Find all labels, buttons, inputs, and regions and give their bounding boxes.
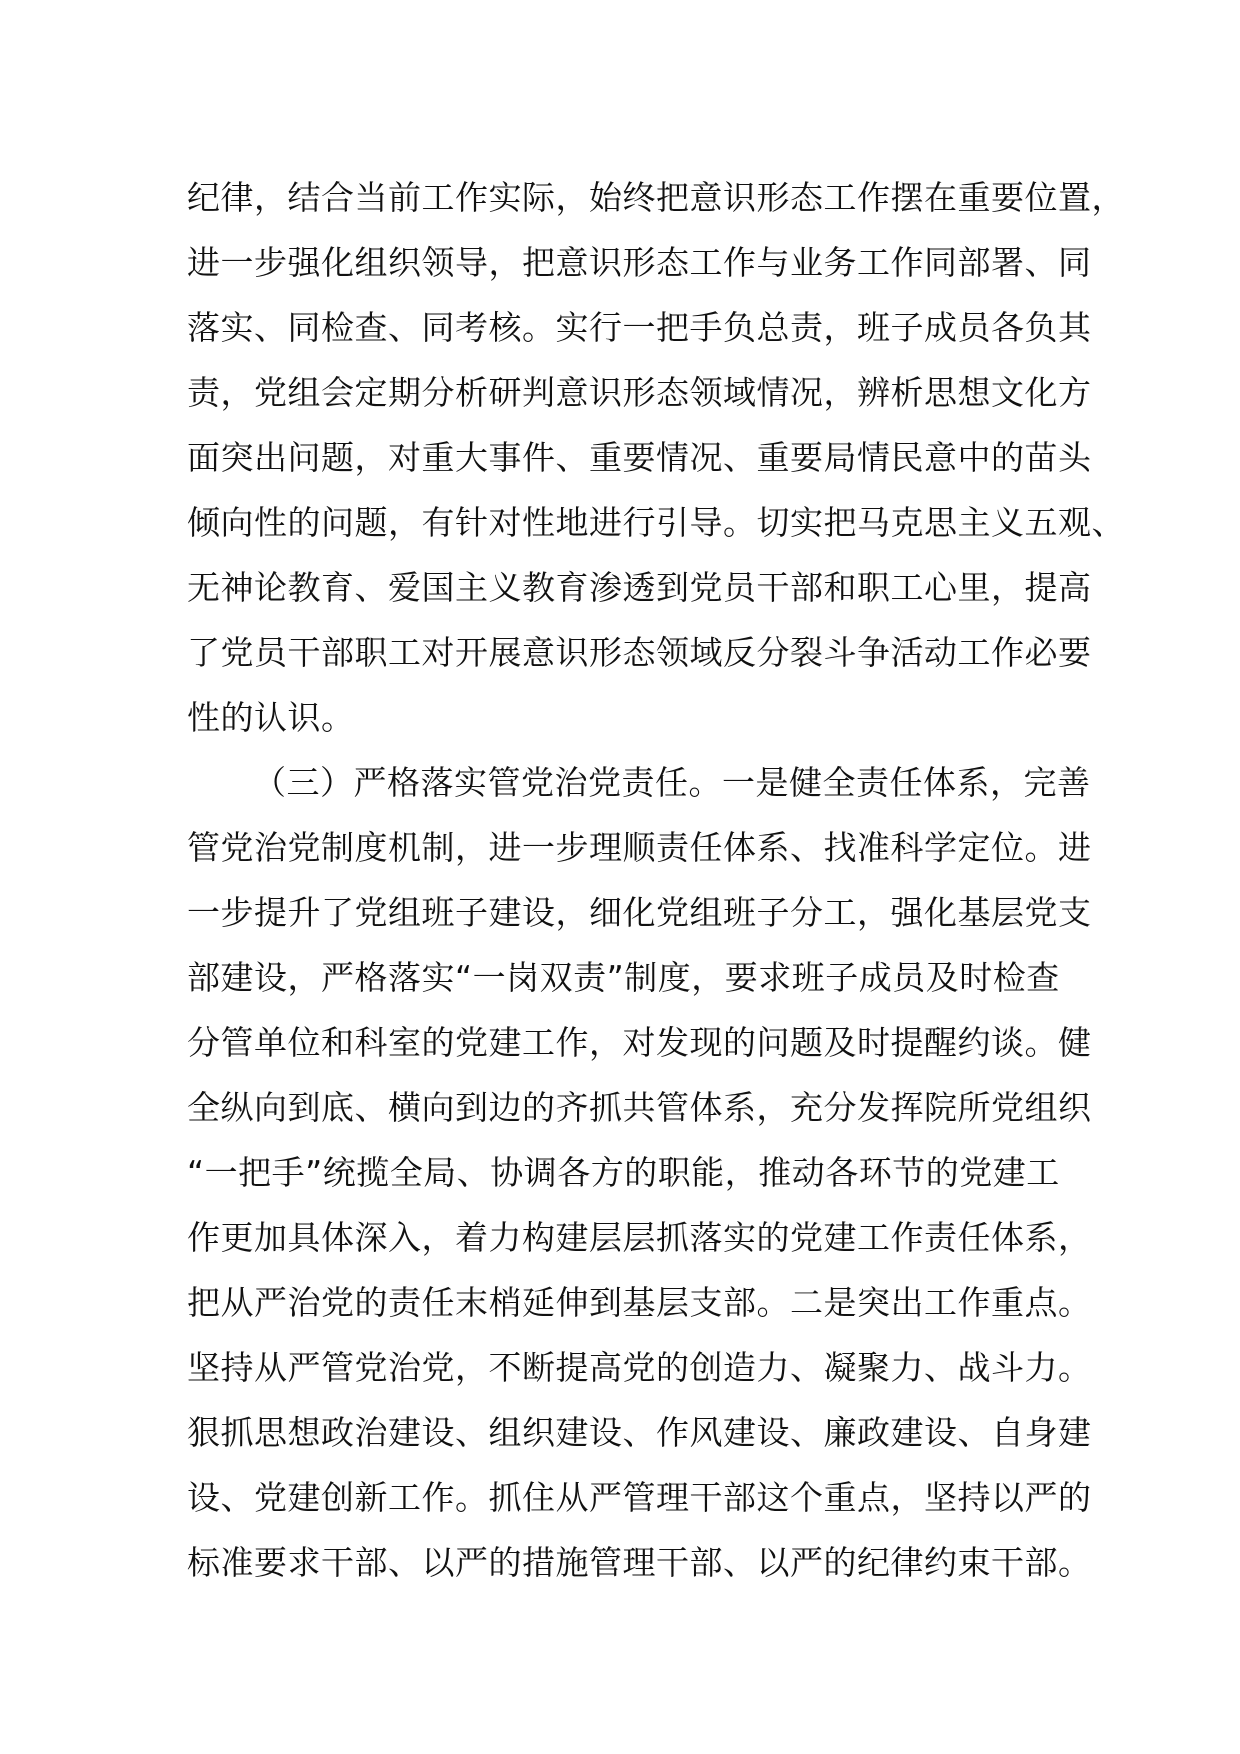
text-line: 全纵向到底、横向到边的齐抓共管体系，充分发挥院所党组织 xyxy=(187,1088,1092,1127)
paragraph-1 xyxy=(187,165,1125,750)
text-line: 无神论教育、爱国主义教育渗透到党员干部和职工心里，提高 xyxy=(187,568,1092,607)
body-text xyxy=(187,165,1125,1595)
text-line: 坚持从严管党治党，不断提高党的创造力、凝聚力、战斗力。 xyxy=(187,1348,1092,1387)
text-line: “一把手”统揽全局、协调各方的职能，推动各环节的党建工 xyxy=(187,1153,1060,1192)
text-line: 狠抓思想政治建设、组织建设、作风建设、廉政建设、自身建 xyxy=(187,1413,1092,1452)
text-line: 责，党组会定期分析研判意识形态领域情况，辨析思想文化方 xyxy=(187,373,1092,412)
text-line: 性的认识。 xyxy=(187,698,355,737)
text-line: 设、党建创新工作。抓住从严管理干部这个重点，坚持以严的 xyxy=(187,1478,1092,1517)
text-line: 管党治党制度机制，进一步理顺责任体系、找准科学定位。进 xyxy=(187,828,1092,867)
text-line: 落实、同检查、同考核。实行一把手负总责，班子成员各负其 xyxy=(187,308,1092,347)
paragraph-2 xyxy=(187,750,1092,1595)
text-line: 作更加具体深入，着力构建层层抓落实的党建工作责任体系， xyxy=(187,1218,1092,1257)
text-line: 标准要求干部、以严的措施管理干部、以严的纪律约束干部。 xyxy=(187,1543,1092,1582)
text-line: （三）严格落实管党治党责任。一是健全责任体系，完善 xyxy=(253,763,1091,802)
text-line: 纪律，结合当前工作实际，始终把意识形态工作摆在重要位置， xyxy=(187,178,1125,217)
text-line: 进一步强化组织领导，把意识形态工作与业务工作同部署、同 xyxy=(187,243,1092,282)
text-line: 了党员干部职工对开展意识形态领域反分裂斗争活动工作必要 xyxy=(187,633,1092,672)
text-line: 部建设，严格落实“一岗双责”制度，要求班子成员及时检查 xyxy=(187,958,1060,997)
text-line: 面突出问题，对重大事件、重要情况、重要局情民意中的苗头 xyxy=(187,438,1092,477)
text-line: 把从严治党的责任末梢延伸到基层支部。二是突出工作重点。 xyxy=(187,1283,1092,1322)
text-line: 分管单位和科室的党建工作，对发现的问题及时提醒约谈。健 xyxy=(187,1023,1092,1062)
text-line: 倾向性的问题，有针对性地进行引导。切实把马克思主义五观、 xyxy=(187,503,1125,542)
text-line: 一步提升了党组班子建设，细化党组班子分工，强化基层党支 xyxy=(187,893,1092,932)
